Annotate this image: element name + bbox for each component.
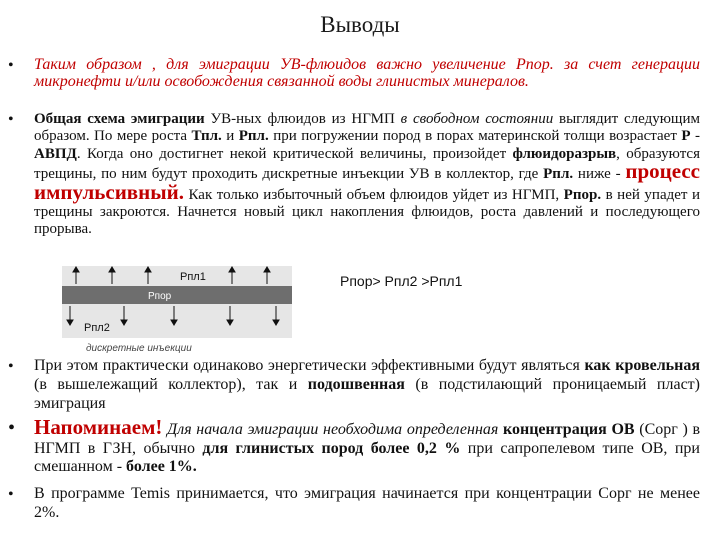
text-run: и [221, 128, 239, 145]
text-run: ниже - [573, 166, 626, 183]
page-title: Выводы [320, 12, 400, 37]
mixed-threshold-term: более 1%. [126, 458, 197, 475]
text-run: выглядит следующим образом. По мере роста [34, 111, 700, 145]
text-run: (в подстилающий проницаемый пласт) эмиграция [34, 376, 700, 412]
reminder-paragraph [34, 415, 700, 477]
label-rpor: Рпор [148, 291, 172, 302]
p-term: Р [681, 128, 691, 145]
rpl-term: Рпл. [238, 128, 269, 145]
text-run: . Когда оно достигнет некой критической величины, произойдет [76, 145, 513, 162]
text-run: При этом практически одинаково энергетически эффективными будут являться [34, 357, 585, 374]
injection-diagram [62, 266, 292, 338]
rpl-term: Рпл. [543, 166, 574, 183]
emigration-direction-paragraph [34, 356, 700, 413]
diagram-caption: дискретные инъекции [86, 343, 192, 354]
text-run: Для начала эмиграции необходима определенная [162, 421, 503, 438]
conclusion-paragraph-1: Таким образом , для эмиграции УВ-флюидов важно увеличение Рпор. за счет генерации микронефти и/или освобождения связанной воды глинистых минералов. [34, 56, 700, 90]
bottom-term: подошвенная [307, 376, 405, 393]
bullet-marker: • [8, 358, 14, 375]
text-run: Как только избыточный объем флюидов уйдет из НГМП, [183, 186, 564, 203]
free-state-phrase: в свободном состоянии [400, 111, 554, 127]
scheme-lead: Общая схема эмиграции [34, 111, 205, 127]
ov-concentration-term: концентрация ОВ [502, 421, 635, 438]
text-run: УВ-ных флюидов из НГМП [204, 111, 401, 127]
roof-term: как кровельная [584, 357, 700, 374]
reminder-label: Напоминаем! [34, 415, 163, 439]
bullet-marker: • [8, 486, 14, 503]
text-run: при погружении пород в порах материнской толщи возрастает [268, 128, 682, 145]
text-run: при сапропелевом типе ОВ, при смешанном - [34, 439, 700, 475]
text-run: в ней упадет и трещины закроются. Начнется новый цикл накопления флюидов, роста давлений и последующего прорыва. [34, 186, 700, 238]
source-rock-layer [62, 286, 292, 304]
label-rpl1: Рпл1 [180, 271, 206, 283]
label-rpl2: Рпл2 [84, 322, 110, 334]
tpl-term: Тпл. [191, 128, 222, 145]
clay-threshold-term: для глинистых пород более 0,2 % [202, 439, 461, 457]
emigration-scheme-paragraph [34, 111, 700, 239]
fluid-fracture-term: флюидоразрыв [512, 145, 617, 162]
text-run: (в вышележащий коллектор), так и [34, 376, 308, 393]
bullet-marker: • [8, 111, 14, 128]
text-run: (Сорг ) в НГМП в ГЗН, обычно [34, 421, 700, 457]
text-run: - [690, 128, 701, 145]
pressure-inequality: Рпор> Рпл2 >Рпл1 [340, 273, 463, 289]
rpor-term: Рпор. [563, 186, 602, 203]
temis-paragraph: В программе Temis принимается, что эмиграция начинается при концентрации Сорг не менее 2%. [34, 485, 700, 521]
text-run: , образуются трещины, по ним будут проходить дискретные инъекции УВ в коллектор, где [34, 145, 700, 183]
avpd-term: АВПД [34, 145, 77, 162]
impulsive-process-term: процесс импульсивный. [34, 159, 700, 204]
bullet-marker: • [8, 57, 14, 74]
bullet-marker: • [8, 417, 16, 439]
